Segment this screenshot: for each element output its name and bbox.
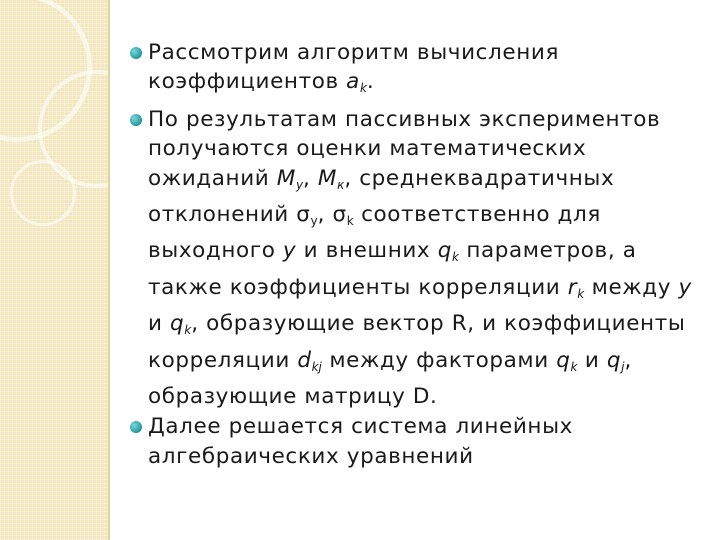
bullet-text: и (148, 311, 171, 337)
bullet-item-1 (130, 38, 705, 104)
slide-content (130, 38, 705, 472)
bullet-item-2 (130, 105, 705, 412)
bullet-text: и (577, 347, 607, 373)
bullet-dot-icon (130, 114, 142, 126)
math-variable: r (567, 274, 578, 300)
math-subscript: k (570, 359, 578, 374)
bullet-dot-icon (130, 47, 142, 59)
bullet-text: и внешних (296, 238, 438, 264)
math-variable: q (556, 347, 571, 373)
math-subscript: k (451, 250, 459, 265)
bullet-text: Далее решается система линейных алгебраических уравнений (148, 414, 573, 469)
bullet-text: . (366, 69, 375, 95)
math-subscript: к (337, 177, 345, 192)
math-variable: q (437, 238, 452, 264)
math-subscript: k (346, 214, 354, 229)
bullet-text: , σ (317, 202, 347, 228)
math-subscript: k (359, 81, 367, 96)
bullet-text: параметров, а также коэффициенты корреляции (148, 238, 637, 300)
math-variable: M (276, 165, 296, 191)
math-subscript: k (577, 286, 585, 301)
bullet-item-3 (130, 412, 705, 471)
bullet-dot-icon (130, 421, 142, 433)
math-subscript: y (295, 177, 304, 192)
math-variable: q (606, 347, 622, 373)
math-subscript: j (621, 359, 625, 374)
math-variable: a (346, 69, 360, 95)
math-variable: q (170, 311, 185, 337)
bullet-text: соответственно для выходного (148, 202, 601, 264)
bullet-text: , образующие вектор R, и коэффициенты корреляции (148, 311, 686, 373)
bullet-text: между (584, 274, 679, 300)
bullet-text: По результатам пассивных экспериментов получаются оценки математических ожиданий (148, 106, 661, 191)
bullet-text: , среднеквадратичных отклонений σ (148, 165, 615, 228)
math-variable: d (297, 347, 312, 373)
decorative-sidebar (0, 0, 108, 540)
decorative-circle (10, 160, 76, 226)
math-subscript: kj (311, 359, 322, 374)
math-variable: y (282, 238, 297, 264)
sidebar-divider (108, 0, 110, 540)
bullet-text: , образующие матрицу D. (148, 347, 632, 410)
bullet-text: Рассмотрим алгоритм вычисления коэффициентов (148, 40, 559, 95)
math-subscript: k (184, 323, 192, 338)
math-variable: M (317, 165, 338, 191)
math-subscript: y (310, 214, 318, 229)
bullet-text: между факторами (321, 347, 557, 373)
bullet-text: , (303, 165, 318, 191)
math-variable: y (678, 274, 692, 300)
